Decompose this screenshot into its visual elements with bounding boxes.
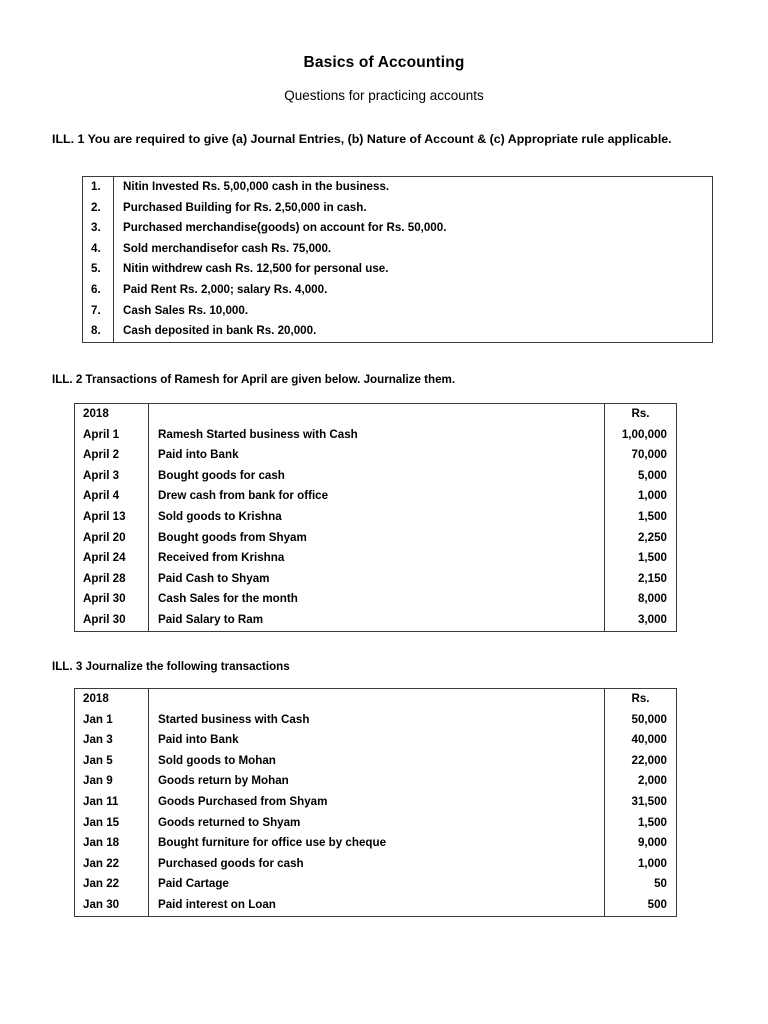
table-row bbox=[83, 198, 713, 219]
row-number: 7. bbox=[83, 301, 114, 322]
cell-date: April 28 bbox=[75, 569, 149, 590]
cell-particulars: Paid interest on Loan bbox=[158, 897, 276, 911]
cell-amount: 40,000 bbox=[605, 730, 677, 751]
cell-date: April 30 bbox=[75, 589, 149, 610]
cell-particulars: Ramesh Started business with Cash bbox=[158, 427, 358, 441]
cell-particulars: Paid Cartage bbox=[158, 877, 229, 891]
cell-particulars: Bought furniture for office use by cheque bbox=[158, 836, 387, 850]
cell-particulars: Bought goods from Shyam bbox=[158, 530, 307, 544]
table-row bbox=[83, 301, 713, 322]
cell-amount: 50,000 bbox=[605, 710, 677, 731]
cell-date: April 2 bbox=[75, 445, 149, 466]
cell-particulars: Drew cash from bank for office bbox=[158, 489, 329, 503]
table-row bbox=[75, 507, 677, 528]
row-description: Purchased merchandise(goods) on account for Rs. 50,000. bbox=[123, 221, 447, 235]
table-row bbox=[83, 259, 713, 280]
cell-date: Jan 30 bbox=[75, 895, 149, 916]
cell-amount: 500 bbox=[605, 895, 677, 916]
table-row bbox=[75, 813, 677, 834]
table-row bbox=[83, 280, 713, 301]
cell-amount: 1,000 bbox=[605, 854, 677, 875]
table-row bbox=[75, 486, 677, 507]
column-header-year: 2018 bbox=[75, 404, 149, 425]
table-row bbox=[75, 710, 677, 731]
cell-particulars: Bought goods for cash bbox=[158, 468, 285, 482]
cell-date: April 20 bbox=[75, 528, 149, 549]
cell-amount: 2,150 bbox=[605, 569, 677, 590]
row-description: Paid Rent Rs. 2,000; salary Rs. 4,000. bbox=[123, 282, 328, 296]
row-description: Cash Sales Rs. 10,000. bbox=[123, 303, 249, 317]
column-header-amount: Rs. bbox=[605, 689, 677, 710]
cell-particulars: Paid into Bank bbox=[158, 733, 239, 747]
table-row bbox=[75, 589, 677, 610]
cell-date: Jan 5 bbox=[75, 751, 149, 772]
cell-particulars: Received from Krishna bbox=[158, 551, 285, 565]
table-row bbox=[75, 466, 677, 487]
row-description: Nitin withdrew cash Rs. 12,500 for personal use. bbox=[123, 262, 389, 276]
row-number: 6. bbox=[83, 280, 114, 301]
row-description: Cash deposited in bank Rs. 20,000. bbox=[123, 324, 317, 338]
cell-date: April 13 bbox=[75, 507, 149, 528]
table-row bbox=[75, 771, 677, 792]
cell-particulars: Sold goods to Krishna bbox=[158, 509, 282, 523]
document-subtitle: Questions for practicing accounts bbox=[284, 88, 484, 103]
cell-particulars: Sold goods to Mohan bbox=[158, 753, 276, 767]
cell-amount: 50 bbox=[605, 874, 677, 895]
cell-amount: 9,000 bbox=[605, 833, 677, 854]
section-heading-ill1: ILL. 1 You are required to give (a) Journal Entries, (b) Nature of Account & (c) Appropriate rule applicable. bbox=[52, 132, 672, 146]
cell-date: Jan 22 bbox=[75, 854, 149, 875]
cell-amount: 22,000 bbox=[605, 751, 677, 772]
cell-date: April 1 bbox=[75, 425, 149, 446]
table-ill2-body bbox=[75, 404, 677, 632]
row-number: 4. bbox=[83, 239, 114, 260]
table-row bbox=[83, 321, 713, 342]
table-ill2 bbox=[74, 403, 677, 632]
cell-particulars: Goods returned to Shyam bbox=[158, 815, 301, 829]
cell-particulars: Paid Salary to Ram bbox=[158, 612, 264, 626]
table-row bbox=[83, 218, 713, 239]
cell-particulars: Started business with Cash bbox=[158, 712, 310, 726]
table-header-row bbox=[75, 404, 677, 425]
cell-date: Jan 18 bbox=[75, 833, 149, 854]
row-description: Nitin Invested Rs. 5,00,000 cash in the business. bbox=[123, 180, 390, 193]
table-ill3-body bbox=[75, 689, 677, 917]
cell-amount: 5,000 bbox=[605, 466, 677, 487]
row-number: 5. bbox=[83, 259, 114, 280]
table-row bbox=[75, 730, 677, 751]
row-description: Purchased Building for Rs. 2,50,000 in cash. bbox=[123, 200, 367, 214]
row-number: 2. bbox=[83, 198, 114, 219]
cell-amount: 1,00,000 bbox=[605, 425, 677, 446]
column-header-particulars bbox=[149, 689, 605, 710]
cell-particulars: Paid Cash to Shyam bbox=[158, 571, 270, 585]
cell-amount: 1,500 bbox=[605, 548, 677, 569]
cell-particulars: Goods return by Mohan bbox=[158, 774, 289, 788]
row-number: 1. bbox=[83, 177, 114, 198]
cell-amount: 1,500 bbox=[605, 813, 677, 834]
cell-amount: 8,000 bbox=[605, 589, 677, 610]
row-number: 3. bbox=[83, 218, 114, 239]
cell-date: Jan 9 bbox=[75, 771, 149, 792]
table-row bbox=[75, 425, 677, 446]
table-row bbox=[75, 528, 677, 549]
cell-amount: 1,000 bbox=[605, 486, 677, 507]
cell-date: Jan 15 bbox=[75, 813, 149, 834]
cell-particulars: Purchased goods for cash bbox=[158, 856, 304, 870]
cell-date: Jan 3 bbox=[75, 730, 149, 751]
cell-particulars: Paid into Bank bbox=[158, 448, 239, 462]
cell-particulars: Cash Sales for the month bbox=[158, 592, 298, 606]
cell-amount: 70,000 bbox=[605, 445, 677, 466]
column-header-year: 2018 bbox=[75, 689, 149, 710]
cell-date: Jan 22 bbox=[75, 874, 149, 895]
cell-amount: 31,500 bbox=[605, 792, 677, 813]
cell-date: Jan 1 bbox=[75, 710, 149, 731]
section-heading-ill3: ILL. 3 Journalize the following transactions bbox=[52, 660, 290, 673]
table-row bbox=[75, 833, 677, 854]
column-header-amount: Rs. bbox=[605, 404, 677, 425]
cell-date: April 30 bbox=[75, 610, 149, 631]
section-heading-ill2: ILL. 2 Transactions of Ramesh for April are given below. Journalize them. bbox=[52, 373, 456, 386]
table-row bbox=[75, 895, 677, 916]
document-title: Basics of Accounting bbox=[303, 54, 465, 71]
cell-particulars: Goods Purchased from Shyam bbox=[158, 794, 328, 808]
table-row bbox=[75, 610, 677, 631]
table-row bbox=[75, 445, 677, 466]
table-ill1 bbox=[82, 176, 713, 343]
table-row bbox=[75, 548, 677, 569]
cell-amount: 2,250 bbox=[605, 528, 677, 549]
cell-date: April 24 bbox=[75, 548, 149, 569]
table-row bbox=[75, 751, 677, 772]
table-row bbox=[75, 569, 677, 590]
row-number: 8. bbox=[83, 321, 114, 342]
table-row bbox=[83, 239, 713, 260]
column-header-particulars bbox=[149, 404, 605, 425]
table-header-row bbox=[75, 689, 677, 710]
cell-amount: 1,500 bbox=[605, 507, 677, 528]
table-row bbox=[75, 792, 677, 813]
cell-date: April 3 bbox=[75, 466, 149, 487]
cell-amount: 2,000 bbox=[605, 771, 677, 792]
cell-date: Jan 11 bbox=[75, 792, 149, 813]
table-row bbox=[83, 177, 713, 198]
cell-amount: 3,000 bbox=[605, 610, 677, 631]
row-description: Sold merchandisefor cash Rs. 75,000. bbox=[123, 241, 332, 255]
cell-date: April 4 bbox=[75, 486, 149, 507]
table-ill3 bbox=[74, 688, 677, 917]
table-row bbox=[75, 874, 677, 895]
table-row bbox=[75, 854, 677, 875]
table-ill1-body bbox=[83, 177, 713, 343]
